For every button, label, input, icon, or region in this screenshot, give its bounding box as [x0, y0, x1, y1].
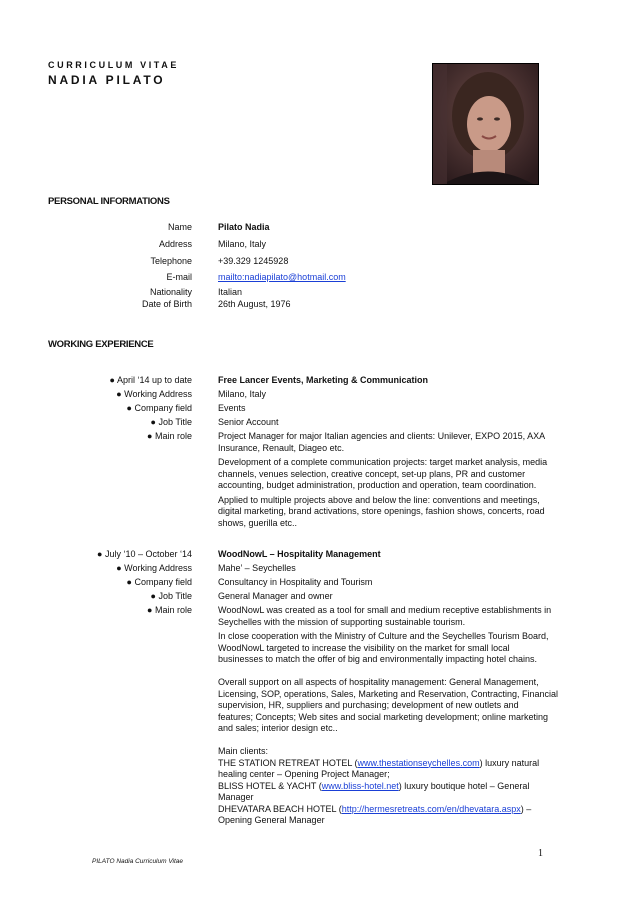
job1-company: Free Lancer Events, Marketing & Communication [218, 375, 429, 385]
job1-role-label: ● Main role [147, 431, 192, 441]
job1-period-label: ● April ‘14 up to date [109, 375, 192, 385]
job2-title: General Manager and owner [218, 591, 333, 601]
job1-role-line: Project Manager for major Italian agencies and clients: Unilever, EXPO 2015, AXA [218, 431, 546, 441]
client-description: ) luxury boutique hotel – General [398, 780, 530, 791]
job2-role-label: ● Main role [147, 605, 192, 615]
client-entry [218, 804, 578, 816]
client-website-link[interactable]: www.bliss-hotel.net [321, 780, 399, 791]
job2-company: WoodNowL – Hospitality Management [218, 549, 381, 559]
job2-role-line: In close cooperation with the Ministry of Culture and the Seychelles Tourism Board, [218, 631, 549, 641]
job2-role-line: businesses to match the offer of big and environmentally impacting hotel chains. [218, 654, 538, 664]
section-title-personal: PERSONAL INFORMATIONS [48, 196, 170, 207]
job2-role-line [218, 666, 578, 678]
client-website-link[interactable]: http://hermesretreats.com/en/dhevatara.aspx [341, 803, 521, 814]
job1-role-line: Insurance, Renault, Diageo etc. [218, 442, 345, 453]
client-name: DHEVATARA BEACH HOTEL ( [218, 803, 342, 814]
job2-address-label: ● Working Address [116, 563, 192, 573]
job1-role-line: Development of a complete communication projects: target market analysis, media [218, 457, 548, 467]
job1-field-label: ● Company field [126, 403, 192, 413]
footer-text: PILATO Nadia Curriculum Vitae [92, 858, 184, 865]
job2-role-text [218, 605, 578, 827]
client-name: BLISS HOTEL & YACHT ( [218, 780, 322, 791]
job1-role-line: channels, venues selection, creative concept, set-up plans, PR and customer [218, 468, 526, 479]
label-nationality: Nationality [149, 287, 192, 297]
job2-field: Consultancy in Hospitality and Tourism [218, 577, 373, 587]
value-telephone: +39.329 1245928 [218, 256, 289, 266]
job2-role-line: WoodNowL targeted to increase the visibility on the market for small local [218, 642, 510, 653]
value-nationality: Italian [218, 287, 243, 297]
value-address: Milano, Italy [218, 239, 267, 249]
job2-role-line: Seychelles with the mission of supporting sustainable tourism. [218, 616, 466, 627]
job2-role-line: Overall support on all aspects of hospitality management: General Management, [218, 677, 539, 687]
label-email: E-mail [166, 272, 192, 282]
label-telephone: Telephone [150, 256, 192, 266]
value-name: Pilato Nadia [218, 222, 270, 232]
cv-label: CURRICULUM VITAE [48, 60, 179, 70]
label-address: Address [158, 239, 192, 249]
portrait-photo [432, 63, 539, 185]
page-number: 1 [538, 848, 543, 859]
client-role: healing center – Opening Project Manager; [218, 769, 390, 779]
job2-role-line: and sales; interior design etc.. [218, 723, 338, 733]
job2-role-line: supervision, HR, suppliers and purchasing; development of new outlets and [218, 700, 519, 710]
job1-field: Events [218, 403, 246, 413]
client-role: Opening General Manager [218, 815, 325, 825]
job1-address-label: ● Working Address [116, 389, 192, 399]
client-website-link[interactable]: www.thestationseychelles.com [357, 757, 480, 768]
client-role: Manager [218, 792, 254, 802]
client-entry [218, 758, 578, 770]
client-description: ) luxury natural [479, 757, 540, 768]
job1-title-label: ● Job Title [150, 417, 192, 427]
client-entry [218, 781, 578, 793]
job2-role-line: Main clients: [218, 746, 269, 756]
value-dob: 26th August, 1976 [218, 299, 291, 309]
job2-title-label: ● Job Title [150, 591, 192, 601]
section-title-working: WORKING EXPERIENCE [48, 339, 154, 350]
email-link[interactable]: mailto:nadiapilato@hotmail.com [218, 272, 346, 282]
job2-period-label: ● July ‘10 – October ‘14 [97, 549, 192, 559]
job2-role-line: WoodNowL was created as a tool for small and medium receptive establishments in [218, 605, 552, 615]
job2-address: Mahe’ – Seychelles [218, 563, 296, 573]
job1-role-line: shows, guerilla etc.. [218, 517, 298, 528]
job1-address: Milano, Italy [218, 389, 267, 399]
job2-role-line [218, 735, 578, 747]
portrait-image [433, 64, 538, 184]
client-description: ) – [520, 803, 532, 814]
client-name: THE STATION RETREAT HOTEL ( [218, 757, 358, 768]
job1-role-text [218, 431, 578, 529]
job2-role-line: features; Concepts; Web sites and social marketing development; online marketing [218, 711, 549, 722]
candidate-name: NADIA PILATO [48, 73, 166, 87]
label-name: Name [167, 222, 192, 232]
job1-title: Senior Account [218, 417, 279, 427]
job2-field-label: ● Company field [126, 577, 192, 587]
label-dob: Date of Birth [141, 299, 192, 309]
job1-role-line: Applied to multiple projects above and below the line: conventions and meetings, [218, 494, 540, 505]
job1-role-line: accounting, budget administration, production and operation, team coordination. [218, 480, 537, 490]
job2-role-line: Licensing, SOP, operations, Sales, Marketing and Reservation, Contracting, Financial [218, 688, 559, 699]
job1-role-line: digital marketing, brand activations, store openings, fashion shows, concerts, road [218, 506, 545, 516]
